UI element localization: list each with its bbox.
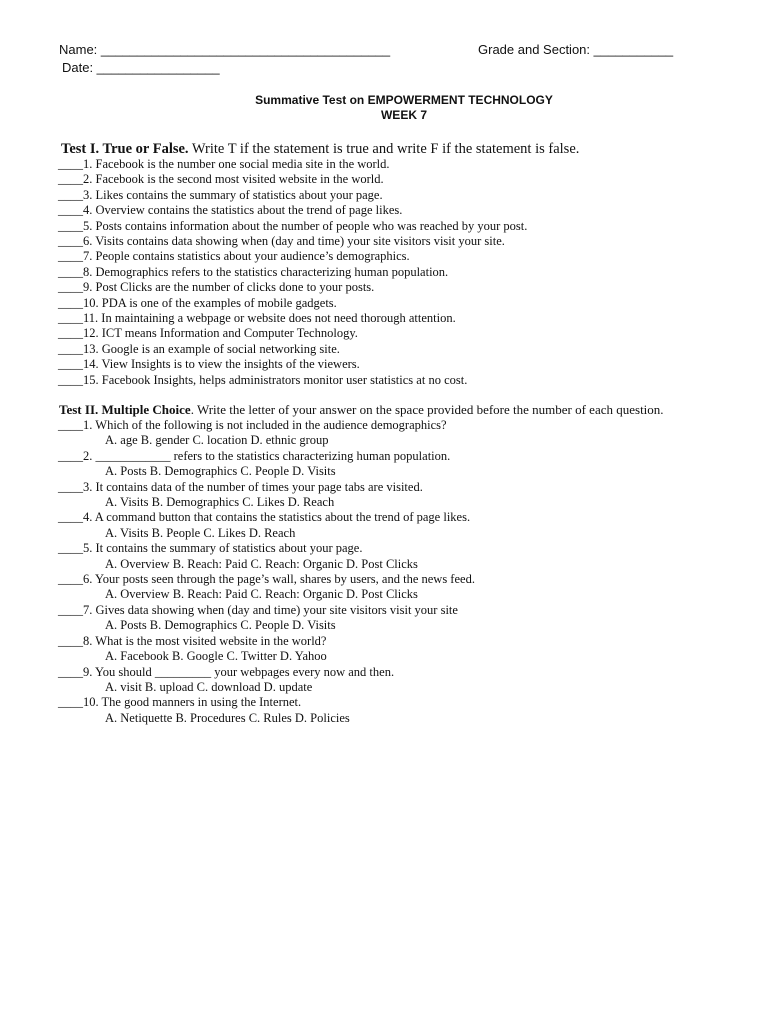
tf-item-11: ____11. In maintaining a webpage or website does not need thorough attention.	[58, 311, 456, 326]
tf-item-4: ____4. Overview contains the statistics about the trend of page likes.	[58, 203, 403, 218]
tf-item-7: ____7. People contains statistics about your audience’s demographics.	[58, 249, 410, 264]
page-subtitle-week: WEEK 7	[380, 108, 427, 122]
mc-question-6: ____6. Your posts seen through the page’s wall, shares by users, and the news feed.	[58, 572, 475, 587]
mc-question-5: ____5. It contains the summary of statistics about your page.	[58, 541, 363, 556]
test2-heading-bold: Test II. Multiple Choice	[59, 402, 191, 417]
mc-question-4: ____4. A command button that contains the statistics about the trend of page likes.	[58, 510, 471, 525]
mc-question-7: ____7. Gives data showing when (day and time) your site visitors visit your site	[58, 602, 458, 617]
mc-choices-6: A. Overview B. Reach: Paid C. Reach: Organic D. Post Clicks	[105, 587, 418, 602]
tf-item-1: ____1. Facebook is the number one social media site in the world.	[58, 157, 390, 171]
mc-question-2: ____2. ____________ refers to the statistics characterizing human population.	[58, 448, 451, 463]
grade-section-field-line: Grade and Section: ___________	[478, 42, 674, 57]
mc-question-10: ____10. The good manners in using the Internet.	[58, 695, 302, 710]
mc-choices-9: A. visit B. upload C. download D. update	[105, 679, 313, 694]
mc-question-8: ____8. What is the most visited website in the world?	[58, 633, 327, 648]
mc-choices-1: A. age B. gender C. location D. ethnic group	[105, 433, 329, 448]
tf-item-13: ____13. Google is an example of social networking site.	[58, 341, 340, 356]
date-field-line: Date: _________________	[62, 60, 220, 75]
test2-instructions: . Write the letter of your answer on the space provided before the number of each question.	[190, 402, 664, 417]
mc-choices-3: A. Visits B. Demographics C. Likes D. Reach	[105, 495, 335, 510]
mc-choices-10: A. Netiquette B. Procedures C. Rules D. Policies	[105, 710, 350, 725]
mc-choices-8: A. Facebook B. Google C. Twitter D. Yahoo	[105, 649, 327, 664]
tf-item-12: ____12. ICT means Information and Computer Technology.	[58, 326, 358, 341]
tf-item-2: ____2. Facebook is the second most visited website in the world.	[58, 172, 384, 187]
multiple-choice-list	[58, 418, 758, 726]
mc-question-1: ____1. Which of the following is not included in the audience demographics?	[58, 418, 447, 432]
tf-item-6: ____6. Visits contains data showing when (day and time) your site visitors visit your site.	[58, 234, 505, 249]
tf-item-14: ____14. View Insights is to view the insights of the viewers.	[58, 357, 360, 372]
mc-question-9: ____9. You should _________ your webpages every now and then.	[58, 664, 395, 679]
tf-item-9: ____9. Post Clicks are the number of clicks done to your posts.	[58, 280, 375, 295]
tf-item-5: ____5. Posts contains information about the number of people who was reached by your post.	[58, 218, 528, 233]
test1-heading-bold: Test I. True or False.	[61, 141, 189, 157]
name-field-line: Name: ________________________________________	[59, 42, 391, 57]
test1-heading	[61, 140, 751, 158]
page-title: Summative Test on EMPOWERMENT TECHNOLOGY	[255, 93, 553, 107]
tf-item-15: ____15. Facebook Insights, helps administrators monitor user statistics at no cost.	[58, 372, 468, 387]
test1-instructions: Write T if the statement is true and write F if the statement is false.	[188, 141, 580, 157]
tf-item-3: ____3. Likes contains the summary of statistics about your page.	[58, 187, 383, 202]
mc-choices-5: A. Overview B. Reach: Paid C. Reach: Organic D. Post Clicks	[105, 556, 418, 571]
true-false-list	[58, 157, 758, 388]
mc-choices-4: A. Visits B. People C. Likes D. Reach	[105, 525, 296, 540]
mc-choices-2: A. Posts B. Demographics C. People D. Visits	[105, 464, 336, 479]
mc-choices-7: A. Posts B. Demographics C. People D. Visits	[105, 618, 336, 633]
tf-item-10: ____10. PDA is one of the examples of mobile gadgets.	[58, 295, 337, 310]
mc-question-3: ____3. It contains data of the number of times your page tabs are visited.	[58, 479, 423, 494]
tf-item-8: ____8. Demographics refers to the statistics characterizing human population.	[58, 264, 449, 279]
test2-heading	[59, 402, 749, 418]
